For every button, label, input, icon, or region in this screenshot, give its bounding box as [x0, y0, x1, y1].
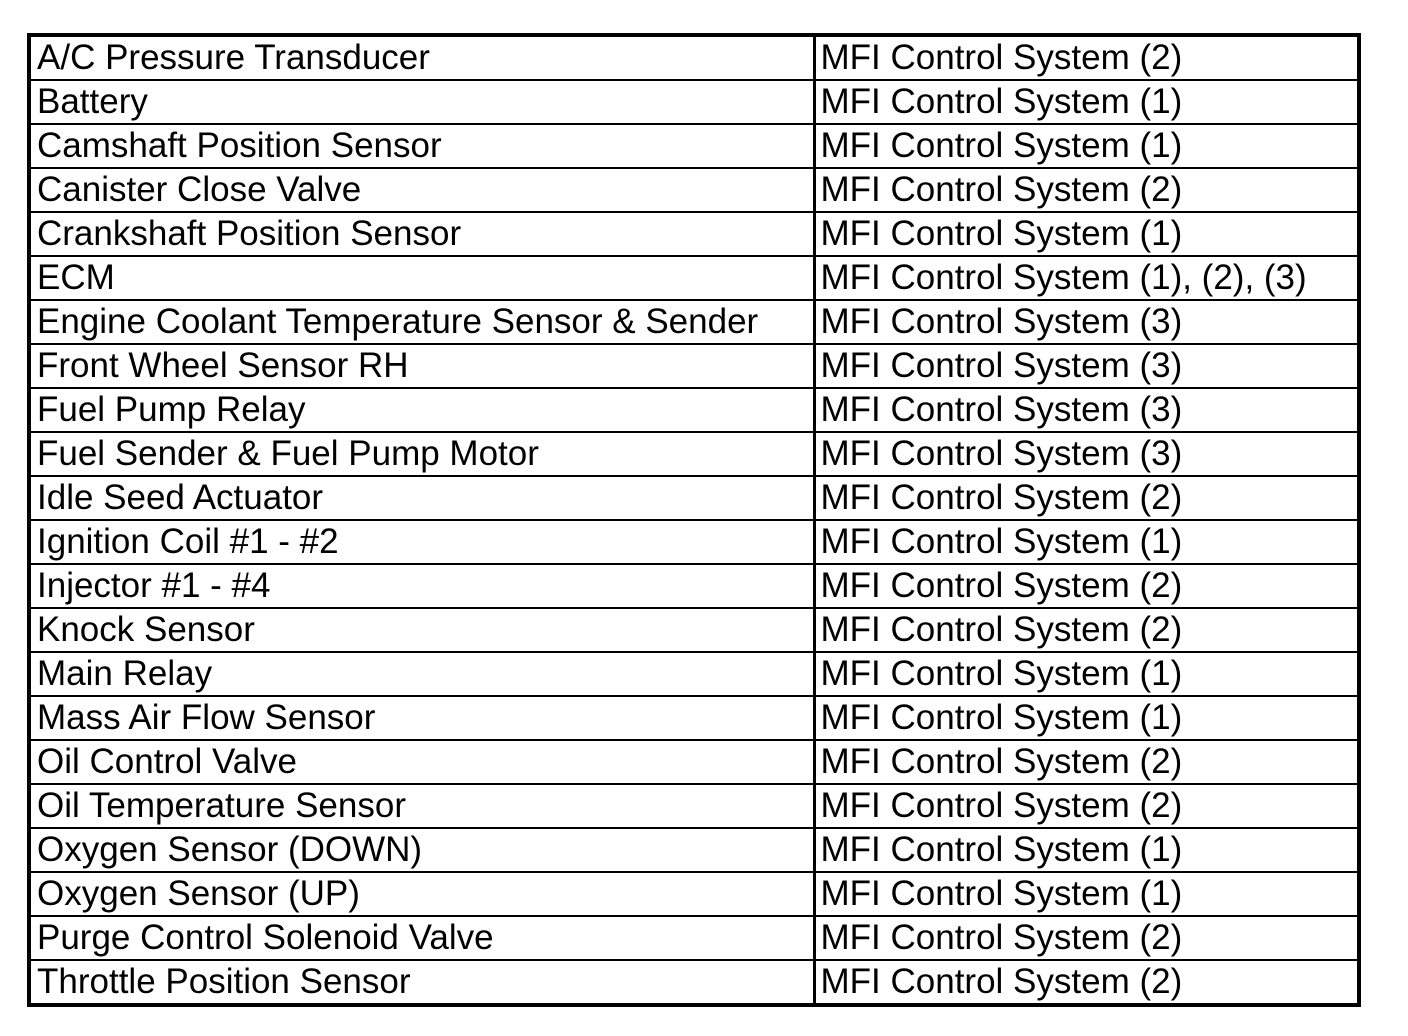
component-cell: A/C Pressure Transducer — [29, 35, 814, 80]
table-row — [29, 432, 1359, 476]
table-row — [29, 212, 1359, 256]
location-cell: MFI Control System (1), (2), (3) — [814, 256, 1359, 300]
table-row — [29, 168, 1359, 212]
component-cell: Throttle Position Sensor — [29, 960, 814, 1005]
table-row — [29, 652, 1359, 696]
component-cell: ECM — [29, 256, 814, 300]
component-cell: Ignition Coil #1 - #2 — [29, 520, 814, 564]
component-cell: Fuel Sender & Fuel Pump Motor — [29, 432, 814, 476]
component-cell: Knock Sensor — [29, 608, 814, 652]
location-cell: MFI Control System (1) — [814, 124, 1359, 168]
table-row — [29, 608, 1359, 652]
table-row — [29, 784, 1359, 828]
component-cell: Oil Temperature Sensor — [29, 784, 814, 828]
table-row — [29, 916, 1359, 960]
location-cell: MFI Control System (2) — [814, 608, 1359, 652]
table-row — [29, 388, 1359, 432]
table-row — [29, 520, 1359, 564]
table-row — [29, 740, 1359, 784]
component-cell: Camshaft Position Sensor — [29, 124, 814, 168]
location-cell: MFI Control System (3) — [814, 388, 1359, 432]
table-row — [29, 564, 1359, 608]
location-cell: MFI Control System (2) — [814, 916, 1359, 960]
component-cell: Oxygen Sensor (UP) — [29, 872, 814, 916]
table-row — [29, 124, 1359, 168]
component-cell: Injector #1 - #4 — [29, 564, 814, 608]
component-cell: Oxygen Sensor (DOWN) — [29, 828, 814, 872]
component-cell: Purge Control Solenoid Valve — [29, 916, 814, 960]
component-cell: Front Wheel Sensor RH — [29, 344, 814, 388]
table-row — [29, 256, 1359, 300]
location-cell: MFI Control System (1) — [814, 80, 1359, 124]
location-cell: MFI Control System (2) — [814, 168, 1359, 212]
component-cell: Crankshaft Position Sensor — [29, 212, 814, 256]
component-cell: Engine Coolant Temperature Sensor & Sender — [29, 300, 814, 344]
location-cell: MFI Control System (2) — [814, 740, 1359, 784]
table-row — [29, 696, 1359, 740]
component-cell: Canister Close Valve — [29, 168, 814, 212]
component-cell: Battery — [29, 80, 814, 124]
component-cell: Fuel Pump Relay — [29, 388, 814, 432]
component-location-table — [27, 33, 1361, 1007]
component-cell: Main Relay — [29, 652, 814, 696]
location-cell: MFI Control System (1) — [814, 652, 1359, 696]
table-row — [29, 35, 1359, 80]
component-cell: Mass Air Flow Sensor — [29, 696, 814, 740]
table-row — [29, 476, 1359, 520]
table-row — [29, 300, 1359, 344]
location-cell: MFI Control System (2) — [814, 564, 1359, 608]
table-row — [29, 872, 1359, 916]
location-cell: MFI Control System (2) — [814, 476, 1359, 520]
location-cell: MFI Control System (1) — [814, 696, 1359, 740]
location-cell: MFI Control System (2) — [814, 784, 1359, 828]
table-row — [29, 960, 1359, 1005]
component-cell: Idle Seed Actuator — [29, 476, 814, 520]
component-cell: Oil Control Valve — [29, 740, 814, 784]
table-row — [29, 80, 1359, 124]
location-cell: MFI Control System (3) — [814, 344, 1359, 388]
location-cell: MFI Control System (3) — [814, 432, 1359, 476]
table-row — [29, 828, 1359, 872]
location-cell: MFI Control System (2) — [814, 960, 1359, 1005]
location-cell: MFI Control System (1) — [814, 212, 1359, 256]
location-cell: MFI Control System (1) — [814, 520, 1359, 564]
table-row — [29, 344, 1359, 388]
location-cell: MFI Control System (3) — [814, 300, 1359, 344]
location-cell: MFI Control System (1) — [814, 872, 1359, 916]
location-cell: MFI Control System (2) — [814, 35, 1359, 80]
table-body — [29, 35, 1359, 1005]
location-cell: MFI Control System (1) — [814, 828, 1359, 872]
